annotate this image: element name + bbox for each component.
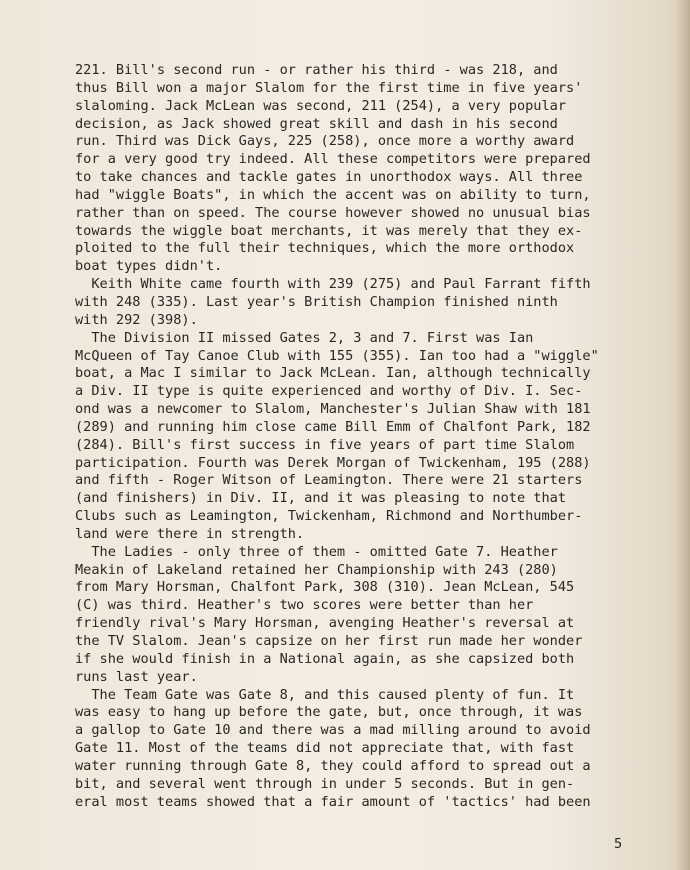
page-number: 5 xyxy=(614,836,623,852)
text-line: with 292 (398). xyxy=(75,311,198,328)
text-line: water running through Gate 8, they could afford to spread out a xyxy=(75,757,591,774)
text-line: and fifth - Roger Witson of Leamington. There were 21 starters xyxy=(75,472,583,489)
text-line: the TV Slalom. Jean's capsize on her first run made her wonder xyxy=(75,633,583,649)
text-line: 221. Bill's second run - or rather his third - was 218, and xyxy=(75,62,558,78)
text-line: run. Third was Dick Gays, 225 (258), once more a worthy award xyxy=(75,133,575,150)
text-line: (C) was third. Heather's two scores were better than her xyxy=(75,597,534,614)
text-line: land were there in strength. xyxy=(75,525,305,542)
text-line: The Division II missed Gates 2, 3 and 7. First was Ian xyxy=(75,329,534,346)
text-line: The Team Gate was Gate 8, and this caused plenty of fun. It xyxy=(75,686,575,703)
text-line: The Ladies - only three of them - omitted Gate 7. Heather xyxy=(75,543,558,560)
text-line: boat, a Mac I similar to Jack McLean. Ian, although technically xyxy=(75,365,591,382)
text-line: a Div. II type is quite experienced and worthy of Div. I. Sec- xyxy=(75,383,583,400)
text-line: friendly rival's Mary Horsman, avenging Heather's reversal at xyxy=(75,615,575,632)
text-line: Meakin of Lakeland retained her Championship with 243 (280) xyxy=(75,561,558,578)
text-line: Clubs such as Leamington, Twickenham, Richmond and Northumber- xyxy=(75,508,583,525)
page-edge-shadow xyxy=(676,0,690,870)
text-line: had "wiggle Boats", in which the accent was on ability to turn, xyxy=(75,186,591,203)
text-line: was easy to hang up before the gate, but, once through, it was xyxy=(75,704,583,721)
text-line: thus Bill won a major Slalom for the first time in five years' xyxy=(75,79,583,96)
text-line: slaloming. Jack McLean was second, 211 (254), a very popular xyxy=(75,97,567,114)
text-line: bit, and several went through in under 5 seconds. But in gen- xyxy=(75,775,575,792)
text-line: (284). Bill's first success in five years of part time Slalom xyxy=(75,436,575,453)
text-line: (289) and running him close came Bill Emm of Chalfont Park, 182 xyxy=(75,418,591,435)
text-line: rather than on speed. The course however showed no unusual bias xyxy=(75,204,591,221)
text-line: for a very good try indeed. All these competitors were prepared xyxy=(75,151,591,168)
text-line: ploited to the full their techniques, which the more orthodox xyxy=(75,240,575,257)
text-line: Keith White came fourth with 239 (275) and Paul Farrant fifth xyxy=(75,276,591,293)
text-line: boat types didn't. xyxy=(75,258,223,275)
text-line: runs last year. xyxy=(75,668,198,685)
body-text xyxy=(75,62,647,811)
text-line: a gallop to Gate 10 and there was a mad milling around to avoid xyxy=(75,722,591,739)
text-line: eral most teams showed that a fair amount of 'tactics' had been xyxy=(75,793,591,810)
text-line: (and finishers) in Div. II, and it was pleasing to note that xyxy=(75,490,567,507)
text-line: from Mary Horsman, Chalfont Park, 308 (310). Jean McLean, 545 xyxy=(75,579,575,596)
text-line: if she would finish in a National again, as she capsized both xyxy=(75,650,575,667)
text-line: Gate 11. Most of the teams did not appreciate that, with fast xyxy=(75,740,575,757)
text-line: participation. Fourth was Derek Morgan of Twickenham, 195 (288) xyxy=(75,454,591,471)
text-line: decision, as Jack showed great skill and dash in his second xyxy=(75,115,558,132)
text-line: towards the wiggle boat merchants, it was merely that they ex- xyxy=(75,222,583,239)
text-line: McQueen of Tay Canoe Club with 155 (355). Ian too had a "wiggle" xyxy=(75,347,599,364)
text-line: with 248 (335). Last year's British Champion finished ninth xyxy=(75,293,558,310)
text-line: to take chances and tackle gates in unorthodox ways. All three xyxy=(75,169,583,186)
text-line: ond was a newcomer to Slalom, Manchester's Julian Shaw with 181 xyxy=(75,401,591,418)
